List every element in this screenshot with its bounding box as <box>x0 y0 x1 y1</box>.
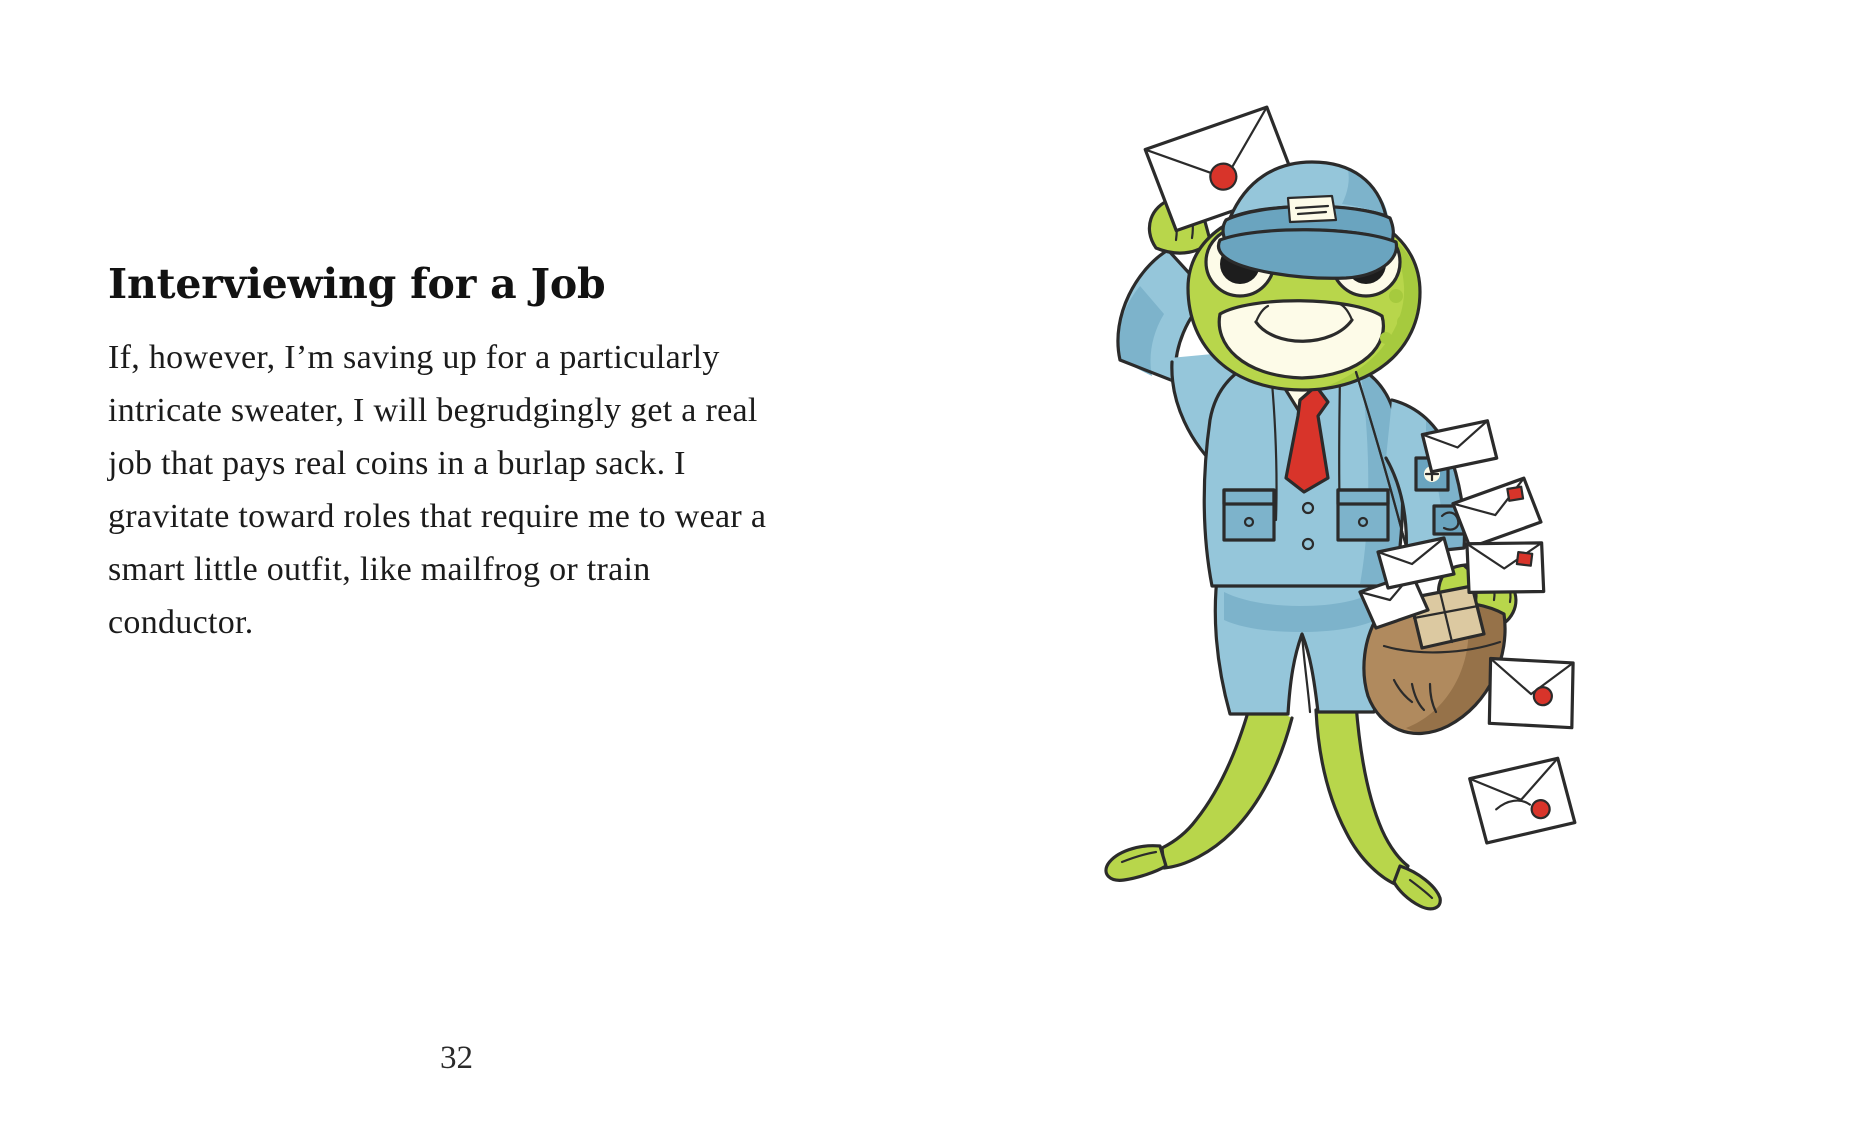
page-number: 32 <box>440 1040 473 1076</box>
body-paragraph: If, however, I’m saving up for a particularly intricate sweater, I will begrudgingly get a real job that pays real coins in a burlap sack. I gravitate toward roles that require me to wear a smart little outfit, like mailfrog or train conductor. <box>108 339 767 642</box>
text-column <box>108 262 808 649</box>
page-title: Interviewing for a Job <box>108 260 606 308</box>
mailfrog-illustration <box>1060 100 1820 1030</box>
